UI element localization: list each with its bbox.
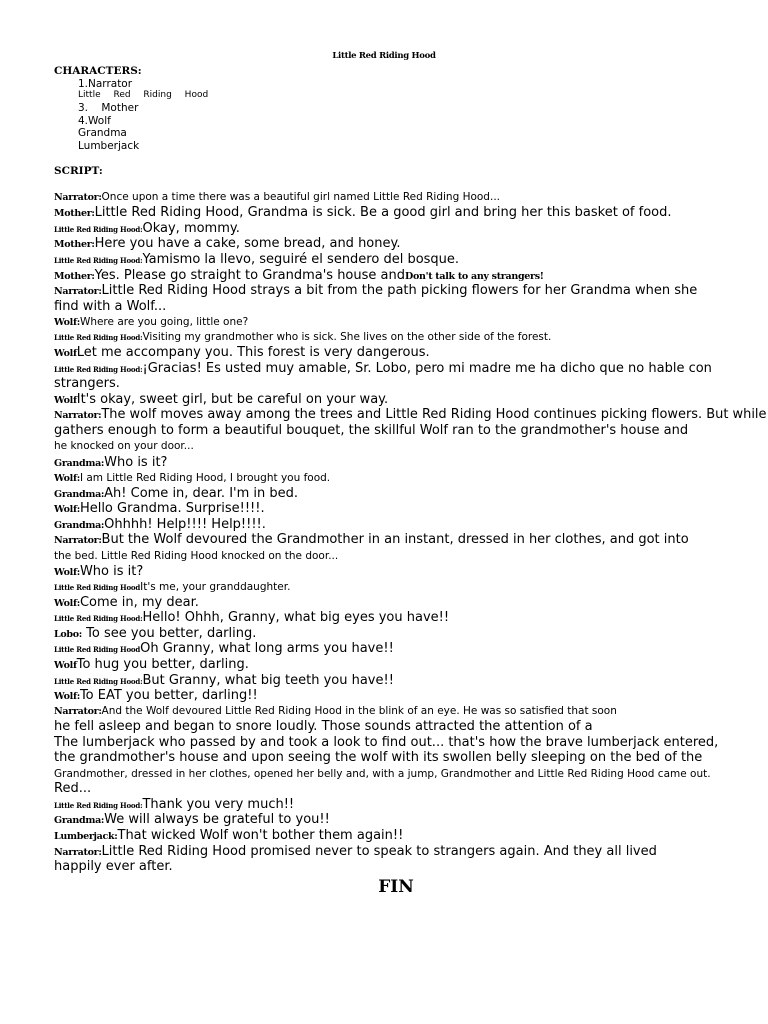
script-line bbox=[54, 423, 688, 439]
speaker-name: Little Red Riding Hood bbox=[54, 645, 141, 654]
character-item: Little Red Riding Hood bbox=[78, 90, 209, 100]
speaker-name: Wolf: bbox=[54, 504, 80, 515]
dialogue-text: Ohhhh! Help!!!! Help!!!!. bbox=[104, 517, 266, 532]
script-line bbox=[54, 859, 173, 875]
script-line bbox=[54, 376, 120, 392]
dialogue-text: Who is it? bbox=[104, 455, 168, 470]
speaker-name: Little Red Riding Hood: bbox=[54, 365, 143, 374]
speaker-name: Little Red Riding Hood: bbox=[54, 614, 143, 623]
script-line bbox=[54, 703, 617, 720]
character-item: Lumberjack bbox=[78, 140, 140, 152]
dialogue-text: Red... bbox=[54, 781, 92, 796]
document-title: Little Red Riding Hood bbox=[332, 51, 436, 61]
speaker-name: Grandma: bbox=[54, 458, 105, 469]
dialogue-text: he knocked on your door... bbox=[54, 440, 194, 452]
dialogue-text: Who is it? bbox=[79, 564, 144, 579]
character-item: 1.Narrator bbox=[78, 78, 133, 90]
script-line bbox=[54, 610, 449, 627]
script-line bbox=[54, 735, 718, 751]
script-line bbox=[54, 470, 330, 487]
speaker-name: Narrator: bbox=[54, 410, 102, 421]
speaker-name: Lumberjack: bbox=[54, 831, 118, 842]
dialogue-text: Come in, my dear. bbox=[79, 595, 199, 610]
speaker-name: Wolf: bbox=[54, 567, 80, 578]
dialogue-text: To hug you better, darling. bbox=[76, 657, 249, 672]
dialogue-text: Okay, mommy. bbox=[142, 221, 240, 236]
speaker-name: Grandma: bbox=[54, 520, 105, 531]
dialogue-text: gathers enough to form a beautiful bouquet, the skillful Wolf ran to the grandmother's house and bbox=[54, 423, 689, 438]
speaker-name: Narrator: bbox=[54, 192, 102, 203]
speaker-name: Wolf bbox=[54, 660, 77, 671]
dialogue-text: It's okay, sweet girl, but be careful on your way. bbox=[76, 392, 389, 407]
characters-heading: CHARACTERS: bbox=[54, 65, 142, 77]
dialogue-text: Yes. Please go straight to Grandma's house and bbox=[94, 268, 405, 283]
script-line bbox=[54, 501, 265, 518]
script-line bbox=[54, 438, 194, 454]
script-line bbox=[54, 205, 672, 222]
speaker-name: Little Red Riding Hood: bbox=[54, 256, 143, 265]
dialogue-text: ¡Gracias! Es usted muy amable, Sr. Lobo, pero mi madre me ha dicho que no hable con bbox=[142, 361, 712, 376]
speaker-name: Little Red Riding Hood bbox=[54, 583, 141, 592]
dialogue-text: strangers. bbox=[54, 376, 120, 391]
dialogue-text: The lumberjack who passed by and took a look to find out... that's how the brave lumberjack entered, bbox=[54, 735, 719, 750]
script-line bbox=[54, 252, 459, 269]
speaker-name: Wolf: bbox=[54, 317, 80, 328]
dialogue-text: Yamismo la llevo, seguiré el sendero del bosque. bbox=[142, 252, 460, 267]
script-line bbox=[54, 657, 249, 674]
speaker-name: Narrator: bbox=[54, 286, 102, 297]
speaker-name: Narrator: bbox=[54, 847, 102, 858]
speaker-name: Wolf: bbox=[54, 691, 80, 702]
dialogue-text: the bed. Little Red Riding Hood knocked on the door... bbox=[54, 550, 339, 562]
script-line bbox=[54, 329, 551, 346]
script-line bbox=[54, 345, 430, 362]
speaker-name: Little Red Riding Hood: bbox=[54, 225, 143, 234]
script-line bbox=[54, 532, 689, 549]
speaker-name: Wolf bbox=[54, 395, 77, 406]
dialogue-text: Little Red Riding Hood, Grandma is sick. Be a good girl and bring her this basket of food. bbox=[94, 205, 672, 220]
dialogue-text: Grandmother, dressed in her clothes, opened her belly and, with a jump, Grandmother and Little Red Riding Hood came out. bbox=[54, 768, 711, 780]
dialogue-text: Once upon a time there was a beautiful girl named Little Red Riding Hood... bbox=[101, 191, 500, 203]
script-line bbox=[54, 361, 712, 378]
speaker-name: Wolf: bbox=[54, 598, 80, 609]
script-line bbox=[54, 766, 711, 782]
script-line bbox=[54, 283, 697, 300]
script-line bbox=[54, 812, 330, 829]
dialogue-text: But the Wolf devoured the Grandmother in an instant, dressed in her clothes, and got into bbox=[101, 532, 689, 547]
script-line bbox=[54, 641, 394, 658]
script-line bbox=[54, 781, 91, 797]
dialogue-text: Let me accompany you. This forest is very dangerous. bbox=[76, 345, 430, 360]
script-line bbox=[54, 548, 338, 564]
character-item: 4.Wolf bbox=[78, 115, 111, 127]
speaker-name: Wolf: bbox=[54, 473, 80, 484]
speaker-name: Little Red Riding Hood: bbox=[54, 677, 143, 686]
dialogue-text: That wicked Wolf won't bother them again!! bbox=[117, 828, 404, 843]
speaker-name: Little Red Riding Hood: bbox=[54, 801, 143, 810]
dialogue-text: We will always be grateful to you!! bbox=[104, 812, 330, 827]
dialogue-text: Oh Granny, what long arms you have!! bbox=[140, 641, 394, 656]
dialogue-text: The wolf moves away among the trees and Little Red Riding Hood continues picking flowers. But while bbox=[101, 407, 767, 422]
speaker-name: Grandma: bbox=[54, 489, 105, 500]
script-line bbox=[54, 236, 400, 253]
dialogue-text: Hello! Ohhh, Granny, what big eyes you have!! bbox=[142, 610, 450, 625]
dialogue-text: he fell asleep and began to snore loudly. Those sounds attracted the attention of a bbox=[54, 719, 593, 734]
dialogue-text: the grandmother's house and upon seeing the wolf with its swollen belly sleeping on the bed of the bbox=[54, 750, 703, 765]
speaker-name: Little Red Riding Hood: bbox=[54, 333, 143, 342]
speaker-name: Narrator: bbox=[54, 535, 102, 546]
speaker-name: Wolf bbox=[54, 348, 77, 359]
character-item: Grandma bbox=[78, 127, 127, 139]
script-heading: SCRIPT: bbox=[54, 165, 103, 177]
speaker-name: Narrator: bbox=[54, 706, 102, 717]
speaker-name: Mother: bbox=[54, 271, 95, 282]
script-line bbox=[54, 299, 166, 315]
dialogue-text: Little Red Riding Hood strays a bit from the path picking flowers for her Grandma when she bbox=[101, 283, 698, 298]
dialogue-text: To see you better, darling. bbox=[82, 626, 257, 641]
script-line bbox=[54, 579, 290, 596]
dialogue-text: I am Little Red Riding Hood, I brought you food. bbox=[79, 472, 331, 484]
emphasis-text: Don't talk to any strangers! bbox=[405, 271, 544, 282]
dialogue-text: Here you have a cake, some bread, and honey. bbox=[94, 236, 401, 251]
dialogue-text: To EAT you better, darling!! bbox=[79, 688, 258, 703]
dialogue-text: Little Red Riding Hood promised never to speak to strangers again. And they all lived bbox=[101, 844, 657, 859]
dialogue-text: Visiting my grandmother who is sick. She lives on the other side of the forest. bbox=[142, 331, 552, 343]
fin-label: FIN bbox=[378, 877, 414, 897]
script-line bbox=[54, 719, 593, 735]
dialogue-text: And the Wolf devoured Little Red Riding Hood in the blink of an eye. He was so satisfied that soon bbox=[101, 705, 617, 717]
script-line bbox=[54, 750, 702, 766]
speaker-name: Mother: bbox=[54, 239, 95, 250]
dialogue-text: Hello Grandma. Surprise!!!!. bbox=[79, 501, 265, 516]
script-line bbox=[54, 828, 403, 845]
speaker-name: Mother: bbox=[54, 208, 95, 219]
dialogue-text: find with a Wolf... bbox=[54, 299, 167, 314]
script-line bbox=[54, 407, 766, 424]
character-item: 3. Mother bbox=[78, 102, 139, 114]
dialogue-text: Thank you very much!! bbox=[142, 797, 295, 812]
dialogue-text: Ah! Come in, dear. I'm in bed. bbox=[104, 486, 299, 501]
dialogue-text: happily ever after. bbox=[54, 859, 173, 874]
speaker-name: Grandma: bbox=[54, 815, 105, 826]
dialogue-text: Where are you going, little one? bbox=[79, 316, 249, 328]
script-line bbox=[54, 189, 500, 206]
dialogue-text: It's me, your granddaughter. bbox=[140, 581, 291, 593]
speaker-name: Lobo: bbox=[54, 629, 83, 640]
dialogue-text: But Granny, what big teeth you have!! bbox=[142, 673, 394, 688]
